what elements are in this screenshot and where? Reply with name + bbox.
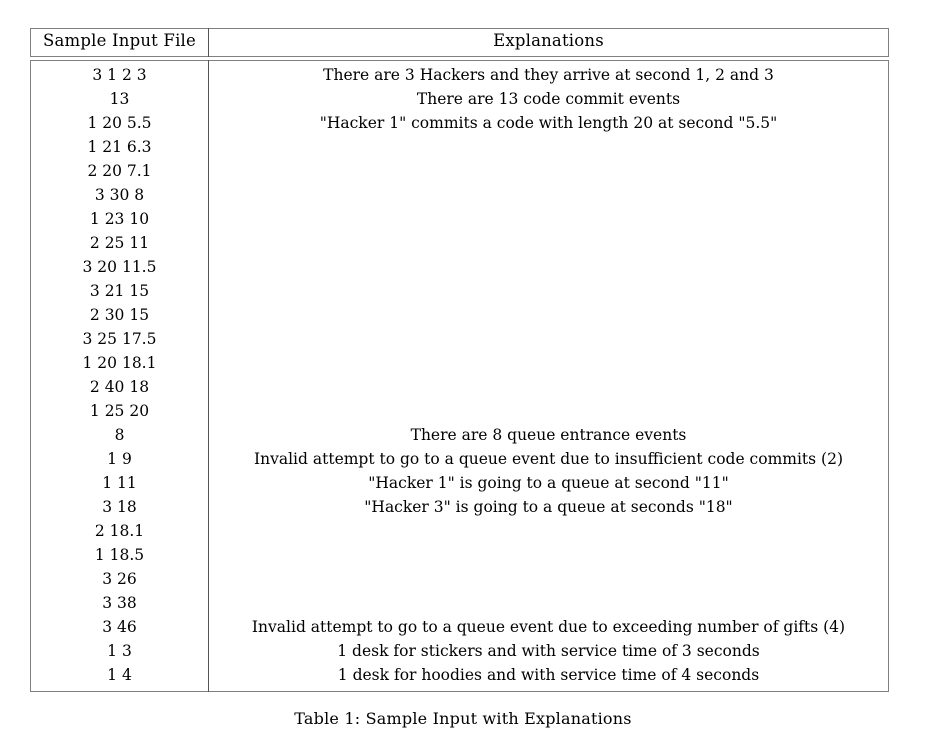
table-row <box>31 304 889 328</box>
table-row <box>31 376 889 400</box>
cell-explanation <box>209 208 889 232</box>
cell-sample-input: 1 18.5 <box>94 545 145 564</box>
cell-explanation <box>209 352 889 376</box>
table-row <box>31 664 889 692</box>
table-row <box>31 520 889 544</box>
table-row <box>31 592 889 616</box>
cell-explanation <box>209 520 889 544</box>
cell-explanation: "Hacker 3" is going to a queue at seconds "18" <box>209 496 889 520</box>
cell-sample-input: 1 11 <box>102 473 137 492</box>
cell-sample-input: 3 26 <box>102 569 137 588</box>
cell-explanation <box>209 592 889 616</box>
cell-sample-input: 1 23 10 <box>89 209 150 228</box>
cell-explanation <box>209 184 889 208</box>
cell-sample-input: 2 18.1 <box>94 521 145 540</box>
cell-explanation: There are 8 queue entrance events <box>209 424 889 448</box>
cell-sample-input: 1 21 6.3 <box>87 137 152 156</box>
cell-sample-input: 2 20 7.1 <box>87 161 152 180</box>
table-row <box>31 424 889 448</box>
sample-input-table <box>30 28 888 692</box>
table-row <box>31 136 889 160</box>
cell-explanation: There are 13 code commit events <box>209 88 889 112</box>
table-row <box>31 640 889 664</box>
cell-explanation <box>209 544 889 568</box>
cell-sample-input: 3 25 17.5 <box>82 329 157 348</box>
cell-sample-input: 2 40 18 <box>89 377 150 396</box>
cell-explanation <box>209 232 889 256</box>
cell-explanation: "Hacker 1" commits a code with length 20 at second "5.5" <box>209 112 889 136</box>
table-body <box>30 60 889 692</box>
cell-sample-input: 1 3 <box>107 641 132 660</box>
cell-sample-input: 1 9 <box>107 449 132 468</box>
table-header <box>30 28 889 57</box>
table-row <box>31 112 889 136</box>
table-row <box>31 472 889 496</box>
cell-sample-input: 3 18 <box>102 497 137 516</box>
cell-sample-input: 3 38 <box>102 593 137 612</box>
cell-sample-input: 1 20 18.1 <box>82 353 157 372</box>
table-row <box>31 568 889 592</box>
cell-sample-input: 3 21 15 <box>89 281 150 300</box>
cell-explanation <box>209 568 889 592</box>
table-row <box>31 184 889 208</box>
table-row <box>31 160 889 184</box>
table-row <box>31 256 889 280</box>
cell-sample-input: 8 <box>114 425 125 444</box>
table-row <box>31 280 889 304</box>
cell-sample-input: 2 30 15 <box>89 305 150 324</box>
table-row <box>31 616 889 640</box>
cell-explanation: 1 desk for stickers and with service time of 3 seconds <box>209 640 889 664</box>
cell-sample-input: 1 4 <box>107 665 132 684</box>
cell-sample-input: 1 20 5.5 <box>87 113 152 132</box>
table-row <box>31 352 889 376</box>
column-header-explanations: Explanations <box>209 29 889 57</box>
table-header-row <box>31 29 889 57</box>
cell-sample-input: 3 20 11.5 <box>82 257 157 276</box>
cell-explanation: There are 3 Hackers and they arrive at second 1, 2 and 3 <box>209 60 889 88</box>
table-row <box>31 328 889 352</box>
cell-explanation <box>209 328 889 352</box>
cell-explanation: Invalid attempt to go to a queue event due to exceeding number of gifts (4) <box>209 616 889 640</box>
cell-explanation <box>209 376 889 400</box>
cell-explanation <box>209 136 889 160</box>
table-row <box>31 60 889 88</box>
cell-sample-input: 13 <box>109 89 130 108</box>
cell-explanation <box>209 280 889 304</box>
table-row <box>31 544 889 568</box>
cell-sample-input: 3 30 8 <box>94 185 145 204</box>
cell-explanation: Invalid attempt to go to a queue event due to insufficient code commits (2) <box>209 448 889 472</box>
cell-explanation: 1 desk for hoodies and with service time of 4 seconds <box>209 664 889 692</box>
table-caption: Table 1: Sample Input with Explanations <box>294 709 632 728</box>
cell-sample-input: 3 1 2 3 <box>92 65 147 84</box>
column-header-sample-input-file: Sample Input File <box>42 31 196 50</box>
table-row <box>31 496 889 520</box>
table-row <box>31 448 889 472</box>
cell-explanation <box>209 304 889 328</box>
table-row <box>31 88 889 112</box>
table-row <box>31 208 889 232</box>
table-row <box>31 232 889 256</box>
table-row <box>31 400 889 424</box>
cell-explanation <box>209 256 889 280</box>
cell-sample-input: 1 25 20 <box>89 401 150 420</box>
cell-sample-input: 2 25 11 <box>89 233 150 252</box>
cell-explanation: "Hacker 1" is going to a queue at second "11" <box>209 472 889 496</box>
cell-sample-input: 3 46 <box>102 617 137 636</box>
cell-explanation <box>209 400 889 424</box>
cell-explanation <box>209 160 889 184</box>
